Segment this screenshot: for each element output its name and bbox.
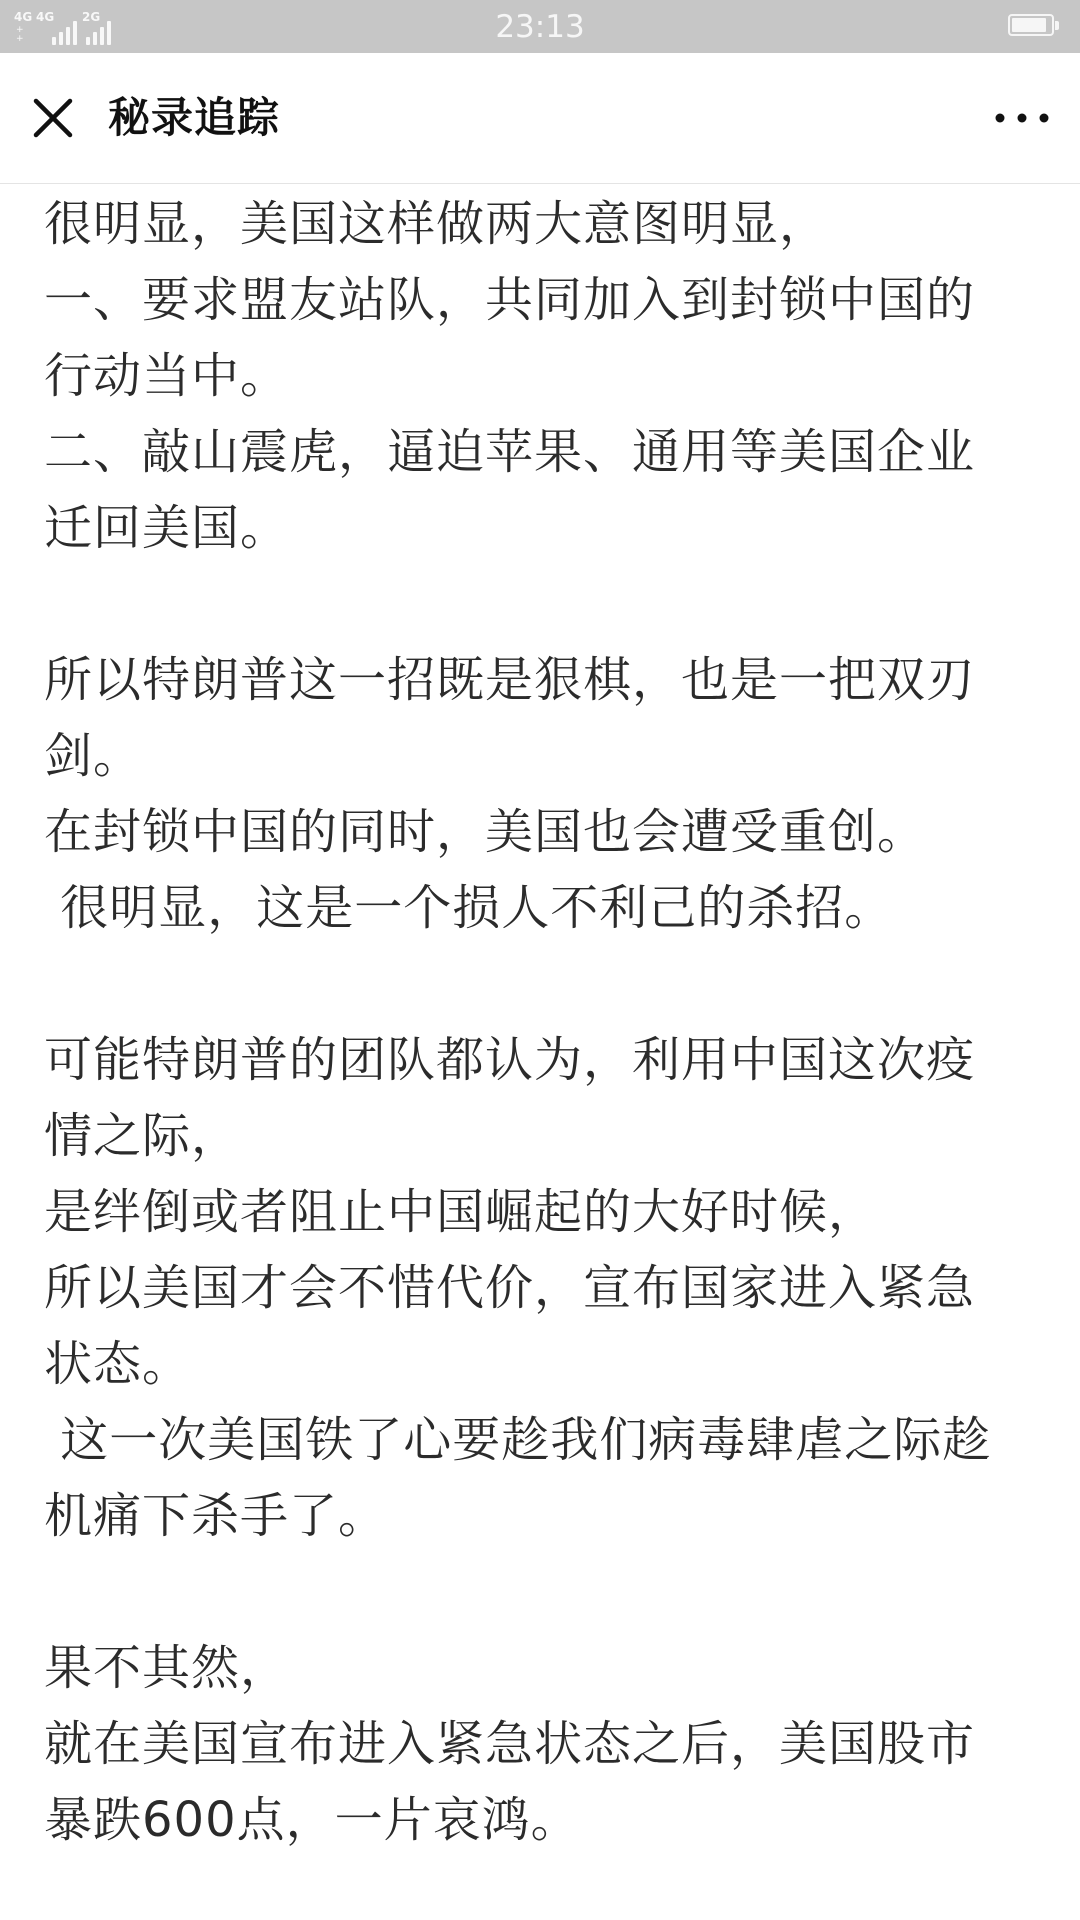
article-line: 所以美国才会不惜代价，宣布国家进入紧急 xyxy=(44,1260,976,1316)
more-button[interactable] xyxy=(990,96,1054,140)
close-icon xyxy=(26,91,80,145)
article-line: 剑。 xyxy=(44,728,143,784)
article-line: 就在美国宣布进入紧急状态之后，美国股市 xyxy=(44,1716,976,1772)
article-body xyxy=(44,186,1044,1858)
article-line: 暴跌600点，一片哀鸿。 xyxy=(44,1792,580,1848)
battery-icon xyxy=(1008,14,1060,38)
article-line: 很明显，美国这样做两大意图明显， xyxy=(44,196,829,252)
article-line xyxy=(44,946,1044,1022)
nav-bar xyxy=(0,53,1080,184)
article-line: 一、要求盟友站队，共同加入到封锁中国的 xyxy=(44,272,976,328)
article-line: 是绊倒或者阻止中国崛起的大好时候， xyxy=(44,1184,878,1240)
article-line: 情之际， xyxy=(44,1108,241,1164)
article-line: 状态。 xyxy=(44,1336,192,1392)
signal-label-1: 4G xyxy=(14,10,33,24)
article-line xyxy=(44,1554,1044,1630)
page-title: 秘录追踪 xyxy=(108,93,281,142)
article-line: 二、敲山震虎，逼迫苹果、通用等美国企业 xyxy=(44,424,976,480)
article-line: 果不其然， xyxy=(44,1640,290,1696)
article-line: 这一次美国铁了心要趁我们病毒肆虐之际趁 xyxy=(44,1412,992,1468)
article-line xyxy=(44,566,1044,642)
signal-label-3: 2G xyxy=(82,10,101,24)
article-line: 很明显，这是一个损人不利己的杀招。 xyxy=(44,880,894,936)
more-icon xyxy=(990,96,1054,140)
article-line: 可能特朗普的团队都认为，利用中国这次疫 xyxy=(44,1032,976,1088)
article-line: 行动当中。 xyxy=(44,348,290,404)
status-time: 23:13 xyxy=(495,9,585,45)
article-line: 在封锁中国的同时，美国也会遭受重创。 xyxy=(44,804,927,860)
signal-sub-1: + + xyxy=(16,25,24,44)
article-line: 迁回美国。 xyxy=(44,500,290,556)
close-button[interactable] xyxy=(26,91,80,145)
article-line: 所以特朗普这一招既是狠棋，也是一把双刃 xyxy=(44,652,976,708)
signal-label-2: 4G xyxy=(36,10,55,24)
article-line: 机痛下杀手了。 xyxy=(44,1488,388,1544)
status-bar xyxy=(0,0,1080,53)
